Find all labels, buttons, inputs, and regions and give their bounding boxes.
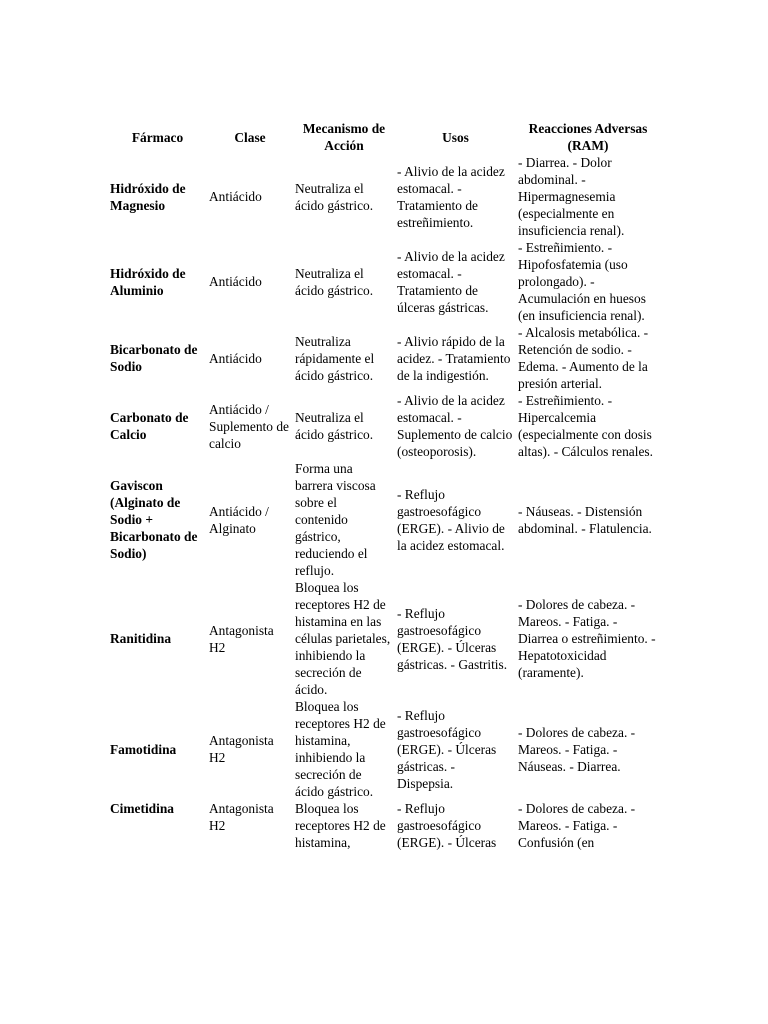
drug-name-cell: Carbonato de Calcio xyxy=(110,410,189,442)
table-row xyxy=(108,392,660,460)
drug-name-cell: Ranitidina xyxy=(110,631,172,646)
class-cell: Antagonista H2 xyxy=(209,801,274,833)
class-cell: Antiácido / Suplemento de calcio xyxy=(209,401,289,451)
uses-cell: - Reflujo gastroesofágico (ERGE). - Úlceras xyxy=(397,801,497,850)
table-row xyxy=(108,324,660,392)
table-row xyxy=(108,460,660,579)
drug-name-cell: Hidróxido de Aluminio xyxy=(110,265,186,298)
mechanism-cell: Neutraliza el ácido gástrico. xyxy=(295,180,374,213)
uses-cell: - Reflujo gastroesofágico (ERGE). - Úlceras gástricas. - Gastritis. xyxy=(397,605,508,672)
header-clase: Clase xyxy=(234,129,266,145)
class-cell: Antiácido xyxy=(209,274,262,289)
table-row xyxy=(108,154,660,239)
drug-name-cell: Gaviscon (Alginato de Sodio + Bicarbonato de Sodio) xyxy=(110,478,198,561)
header-mecanismo: Mecanismo de Acción xyxy=(302,121,386,153)
drug-name-cell: Famotidina xyxy=(110,741,177,757)
mechanism-cell: Bloquea los receptores H2 de histamina en las células parietales, inhibiendo la secreción de ácido. xyxy=(295,580,391,697)
adverse-reactions-cell: - Diarrea. - Dolor abdominal. - Hipermagnesemia (especialmente en insuficiencia renal). xyxy=(518,155,625,238)
adverse-reactions-cell: - Estreñimiento. - Hipercalcemia (especialmente con dosis altas). - Cálculos renales. xyxy=(518,393,653,459)
uses-cell: - Alivio de la acidez estomacal. - Tratamiento de úlceras gástricas. xyxy=(397,248,505,315)
mechanism-cell: Forma una barrera viscosa sobre el contenido gástrico, reduciendo el reflujo. xyxy=(295,461,376,578)
uses-cell: - Reflujo gastroesofágico (ERGE). - Úlceras gástricas. - Dispepsia. xyxy=(397,707,497,791)
uses-cell: - Alivio rápido de la acidez. - Tratamiento de la indigestión. xyxy=(397,333,511,383)
uses-cell: - Alivio de la acidez estomacal. - Tratamiento de estreñimiento. xyxy=(397,163,505,230)
class-cell: Antagonista H2 xyxy=(209,733,274,765)
class-cell: Antiácido / Alginato xyxy=(209,503,269,536)
class-cell: Antagonista H2 xyxy=(209,622,274,655)
table-row xyxy=(108,698,660,800)
adverse-reactions-cell: - Náuseas. - Distensión abdominal. - Flatulencia. xyxy=(518,503,652,536)
adverse-reactions-cell: - Dolores de cabeza. - Mareos. - Fatiga. - Confusión (en xyxy=(518,801,636,850)
table-header-row xyxy=(108,120,660,154)
table-row xyxy=(108,239,660,324)
table-row xyxy=(108,800,660,851)
table-row xyxy=(108,579,660,698)
document-page xyxy=(108,120,660,851)
drug-name-cell: Bicarbonato de Sodio xyxy=(110,342,198,374)
drug-name-cell: Cimetidina xyxy=(110,801,174,816)
uses-cell: - Alivio de la acidez estomacal. - Suplemento de calcio (osteoporosis). xyxy=(397,393,513,459)
drug-name-cell: Hidróxido de Magnesio xyxy=(110,180,186,213)
adverse-reactions-cell: - Estreñimiento. - Hipofosfatemia (uso prolongado). - Acumulación en huesos (en insuficiencia renal). xyxy=(518,240,646,323)
adverse-reactions-cell: - Dolores de cabeza. - Mareos. - Fatiga. - Náuseas. - Diarrea. xyxy=(518,724,636,774)
uses-cell: - Reflujo gastroesofágico (ERGE). - Alivio de la acidez estomacal. xyxy=(397,486,505,553)
mechanism-cell: Neutraliza el ácido gástrico. xyxy=(295,410,374,442)
mechanism-cell: Bloquea los receptores H2 de histamina, xyxy=(295,801,386,850)
header-usos: Usos xyxy=(442,129,469,145)
mechanism-cell: Neutraliza el ácido gástrico. xyxy=(295,265,374,298)
drug-table xyxy=(108,120,660,851)
adverse-reactions-cell: - Alcalosis metabólica. - Retención de sodio. - Edema. - Aumento de la presión arterial. xyxy=(518,325,649,391)
mechanism-cell: Bloquea los receptores H2 de histamina, inhibiendo la secreción de ácido gástrico. xyxy=(295,699,386,799)
class-cell: Antiácido xyxy=(209,189,262,204)
header-ram: Reacciones Adversas (RAM) xyxy=(528,121,648,153)
header-farmaco: Fármaco xyxy=(131,129,184,145)
class-cell: Antiácido xyxy=(209,350,262,366)
mechanism-cell: Neutraliza rápidamente el ácido gástrico. xyxy=(295,333,375,383)
adverse-reactions-cell: - Dolores de cabeza. - Mareos. - Fatiga. - Diarrea o estreñimiento. - Hepatotoxicidad (raramente). xyxy=(518,597,656,680)
